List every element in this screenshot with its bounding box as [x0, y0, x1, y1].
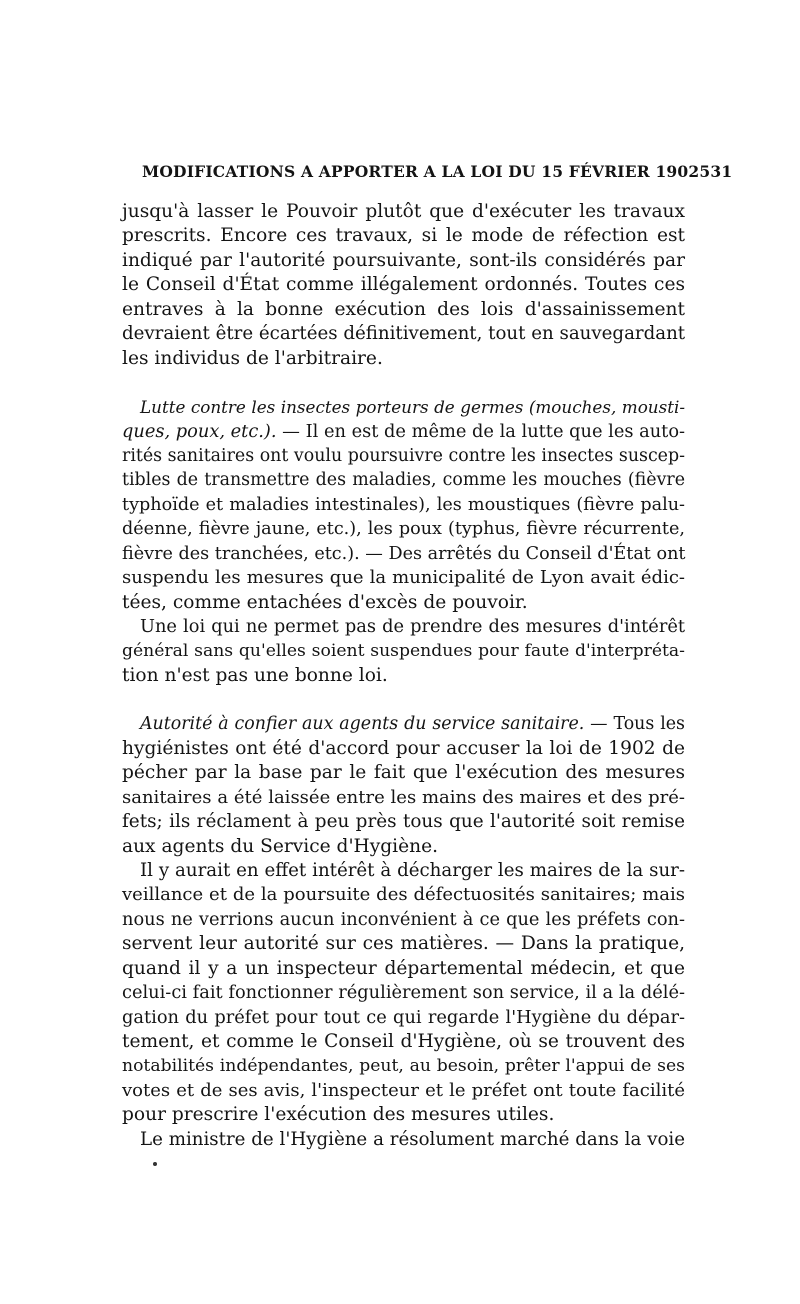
text-line: indiqué par l'autorité poursuivante, sont-ils considérés par	[122, 249, 685, 271]
text-line: pécher par la base par le fait que l'exécution des mesures	[122, 762, 685, 784]
section-heading-cont: ques, poux, etc.).	[122, 420, 277, 442]
text-line: fièvre des tranchées, etc.). — Des arrêtés du Conseil d'État ont	[122, 543, 686, 564]
text-line: quand il y a un inspecteur départemental médecin, et que	[122, 957, 685, 979]
text-line: tement, et comme le Conseil d'Hygiène, où se trouvent des	[122, 1031, 685, 1052]
text-line: jusqu'à lasser le Pouvoir plutôt que d'exécuter les travaux	[122, 201, 685, 222]
section-gap	[122, 371, 685, 395]
text-line: sanitaires a été laissée entre les mains des maires et des pré-	[122, 786, 685, 808]
text-line: tibles de transmettre des maladies, comme les mouches (fièvre	[122, 470, 685, 491]
text-line: devraient être écartées définitivement, tout en sauvegardant	[122, 323, 686, 345]
text-line: le Conseil d'État comme illégalement ordonnés. Toutes ces	[122, 274, 685, 296]
text-line: celui-ci fait fonctionner régulièrement son service, il a la délé-	[122, 982, 685, 1004]
text-line: hygiénistes ont été d'accord pour accuser la loi de 1902 de	[122, 737, 685, 759]
page-body	[122, 200, 685, 1152]
running-title: MODIFICATIONS A APPORTER A LA LOI DU 15 FÉVRIER 1902	[142, 162, 700, 181]
text-line: Une loi qui ne permet pas de prendre des mesures d'intérêt	[140, 616, 685, 637]
text-run: — Tous les	[584, 714, 685, 735]
text-line: nous ne verrions aucun inconvénient à ce que les préfets con-	[122, 908, 685, 930]
text-line: gation du préfet pour tout ce qui regarde l'Hygiène du dépar-	[122, 1006, 685, 1028]
page-number: 531	[699, 162, 733, 181]
ink-speck	[153, 1162, 157, 1166]
text-line: Le ministre de l'Hygiène a résolument marché dans la voie	[140, 1128, 685, 1150]
text-line: général sans qu'elles soient suspendues pour faute d'interpréta-	[122, 641, 685, 662]
section-autorite	[122, 712, 685, 1152]
text-line: pour prescrire l'exécution des mesures utiles.	[122, 1104, 555, 1126]
text-line: fets; ils réclament à peu près tous que l'autorité soit remise	[122, 811, 685, 833]
section-heading: Lutte contre les insectes porteurs de germes (mouches, mousti-	[140, 397, 685, 418]
text-line: les individus de l'arbitraire.	[122, 347, 383, 369]
text-line: entraves à la bonne exécution des lois d'assainissement	[122, 298, 685, 320]
text-line: typhoïde et maladies intestinales), les moustiques (fièvre palu-	[122, 494, 685, 515]
text-line: prescrits. Encore ces travaux, si le mode de réfection est	[122, 225, 685, 247]
section-heading: Autorité à confier aux agents du service sanitaire.	[140, 714, 585, 735]
text-line: déenne, fièvre jaune, etc.), les poux (typhus, fièvre récurrente,	[122, 519, 685, 540]
text-line: rités sanitaires ont voulu poursuivre contre les insectes suscep-	[122, 445, 685, 466]
running-header	[142, 162, 733, 181]
text-line: notabilités indépendantes, peut, au besoin, prêter l'appui de ses	[122, 1056, 685, 1077]
paragraph	[122, 200, 685, 371]
text-run: — Il en est de même de la lutte que les auto-	[276, 420, 686, 442]
text-line: suspendu les mesures que la municipalité de Lyon avait édic-	[122, 567, 685, 589]
text-line: tées, comme entachées d'excès de pouvoir.	[122, 591, 528, 613]
text-line: aux agents du Service d'Hygiène.	[122, 835, 439, 857]
text-line	[122, 712, 685, 736]
text-line: votes et de ses avis, l'inspecteur et le préfet ont toute facilité	[122, 1079, 685, 1101]
section-insectes	[122, 395, 685, 688]
text-line: Il y aurait en effet intérêt à décharger les maires de la sur-	[140, 859, 685, 881]
text-line: tion n'est pas une bonne loi.	[122, 664, 388, 686]
text-line	[122, 395, 685, 419]
section-gap	[122, 688, 685, 712]
text-line: veillance et de la poursuite des défectuosités sanitaires; mais	[122, 884, 685, 906]
text-line: servent leur autorité sur ces matières. — Dans la pratique,	[122, 933, 685, 955]
text-line	[122, 420, 685, 444]
